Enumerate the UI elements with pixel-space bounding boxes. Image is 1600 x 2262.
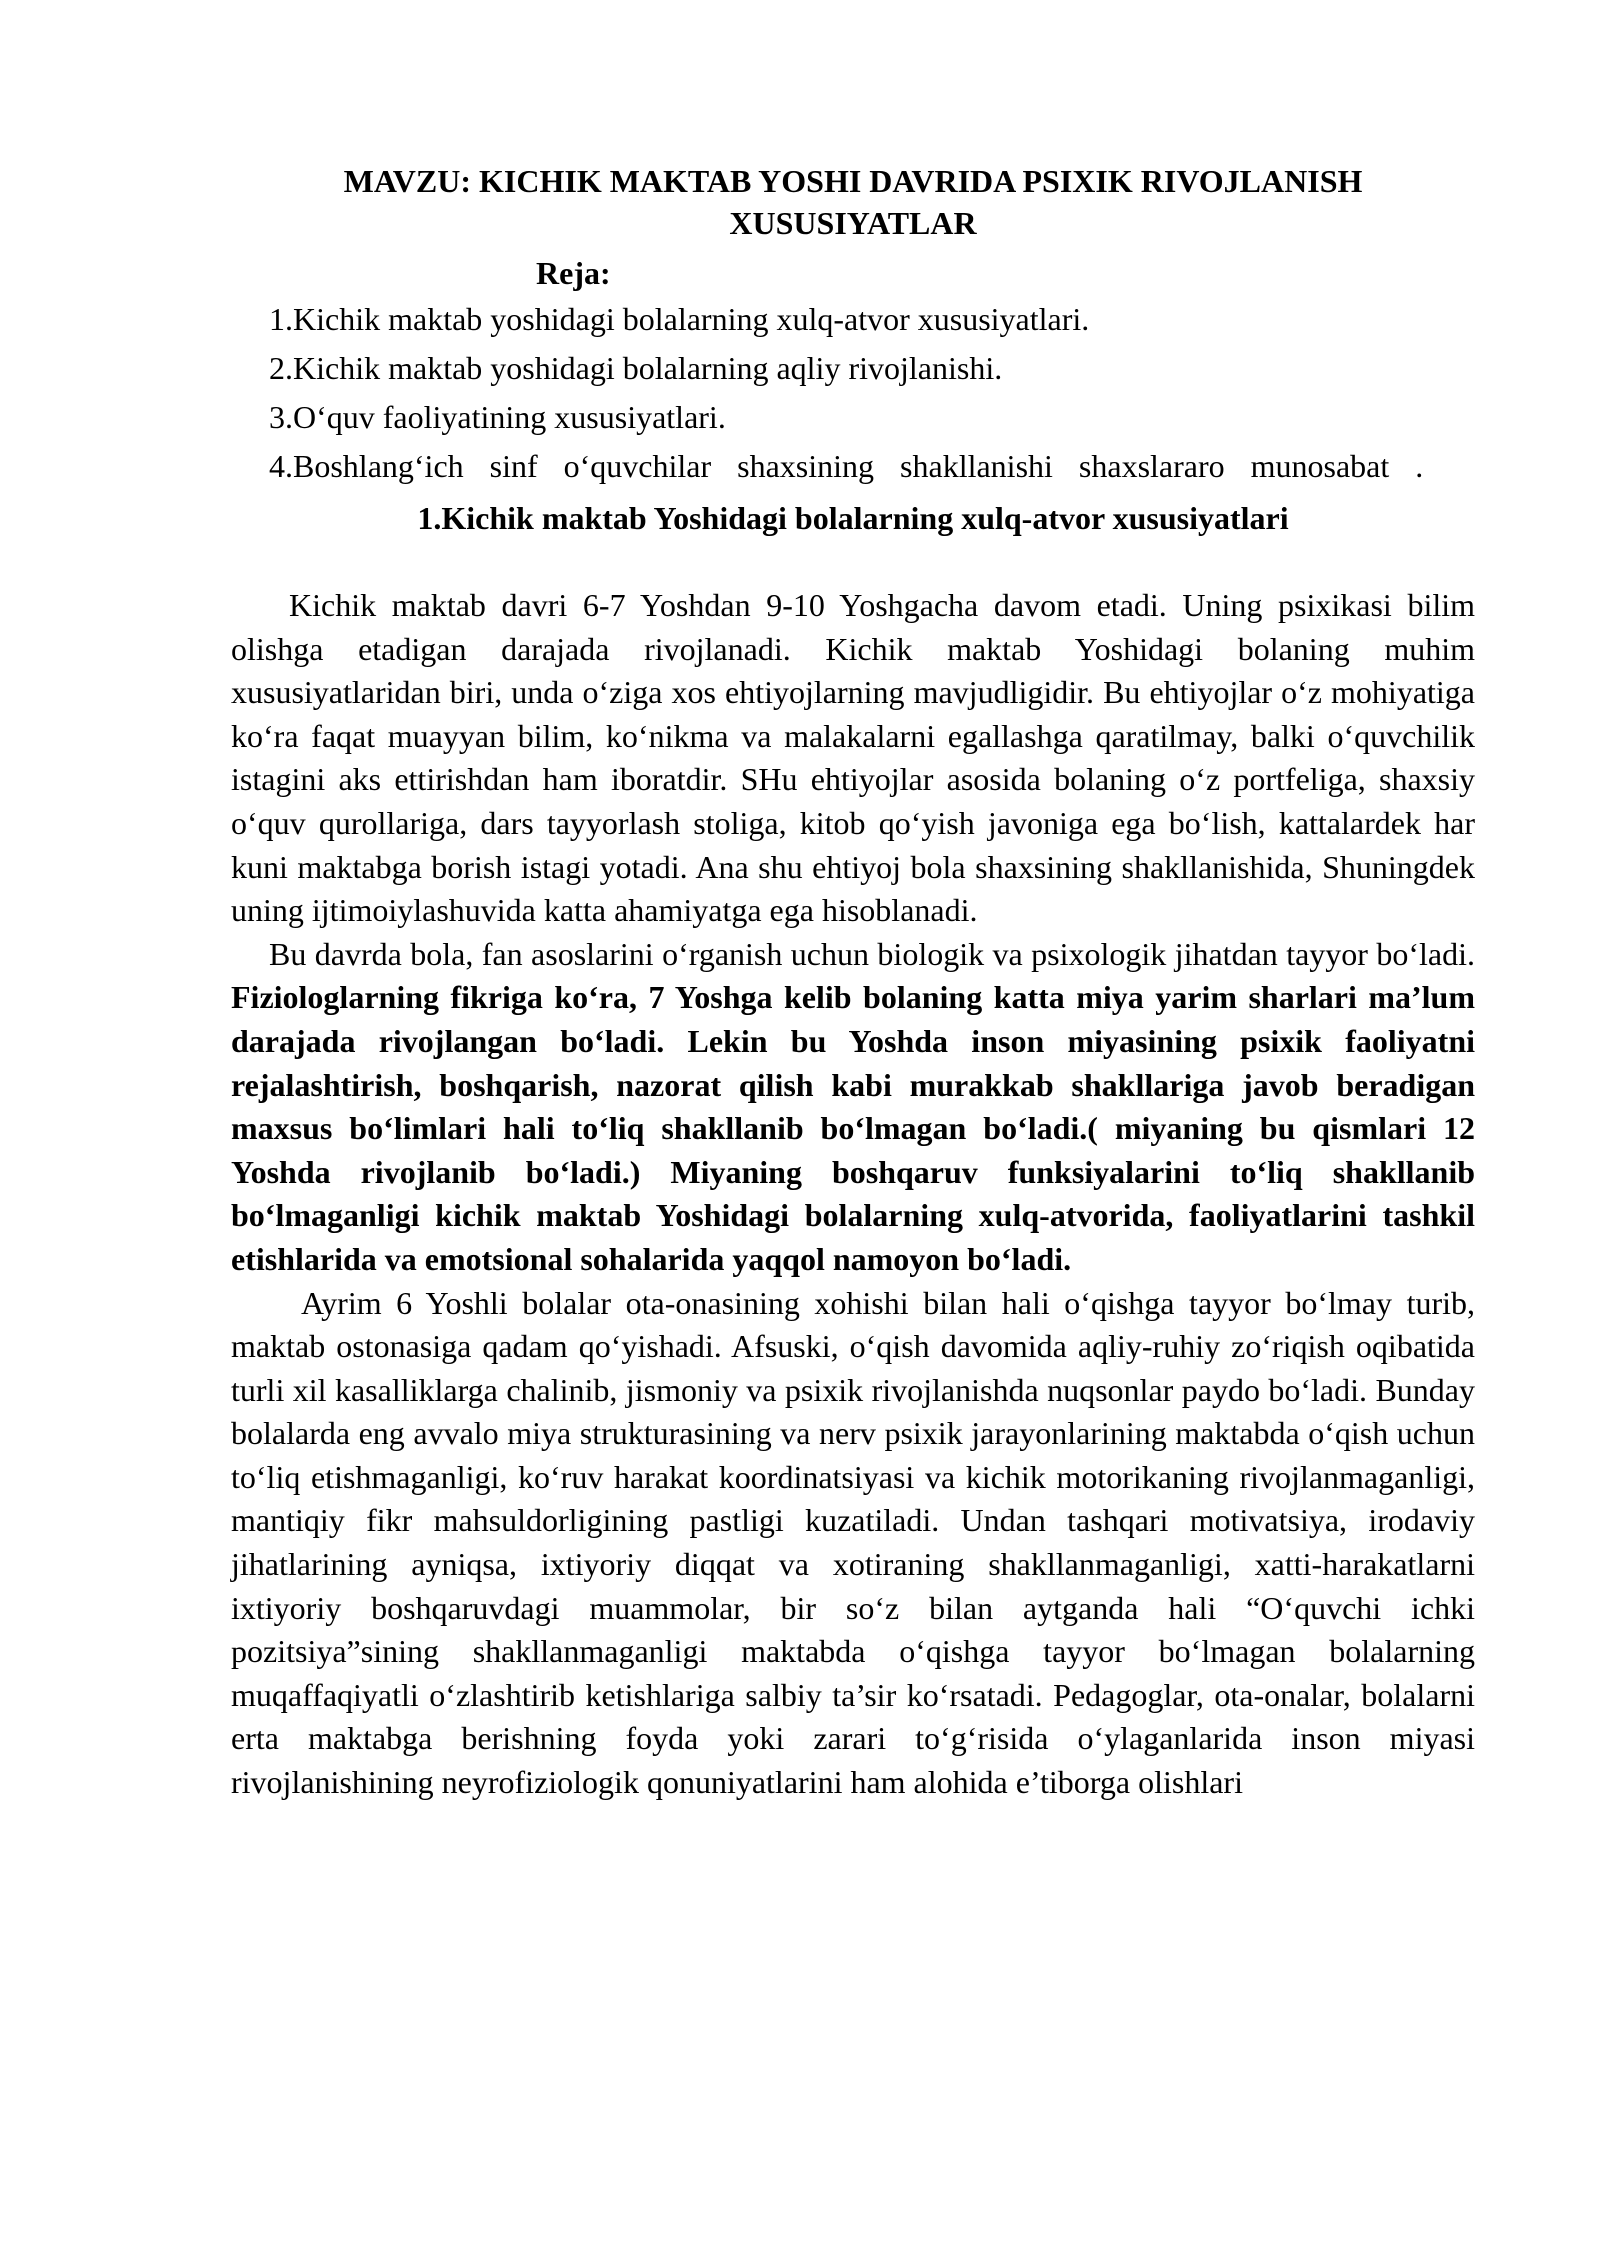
document-title: MAVZU: KICHIK MAKTAB YOSHI DAVRIDA PSIXIK RIVOJLANISH XUSUSIYATLAR <box>343 163 1363 241</box>
paragraph-2-bold: Fiziologlarning fikriga ko‘ra, 7 Yoshga kelib bolaning katta miya yarim sharlari ma’lum darajada rivojlangan bo‘ladi. Lekin bu Yoshda inson miyasining psixik faoliyatni rejalashtirish, boshqarish, nazorat qilish kabi murakkab shakllariga javob beradigan maxsus bo‘limlari hali to‘liq shakllanib bo‘lmagan bo‘ladi.( miyaning bu qismlari 12 Yoshda rivojlanib bo‘ladi.) Miyaning boshqaruv funksiyalarini to‘liq shakllanib bo‘lmaganligi kichik maktab Yoshidagi bolalarning xulq-atvorida, faoliyatlarini tashkil etishlarida va emotsional sohalarida yaqqol namoyon bo‘ladi. <box>231 979 1475 1277</box>
plan-item-1: 1.Kichik maktab yoshidagi bolalarning xulq-atvor xususiyatlari. <box>269 301 1090 337</box>
plan-item-2: 2.Kichik maktab yoshidagi bolalarning aqliy rivojlanishi. <box>269 350 1003 386</box>
paragraph-2 <box>231 933 1475 1282</box>
paragraph-2-normal: Bu davrda bola, fan asoslarini o‘rganish uchun biologik va psixologik jihatdan tayyor bo‘ladi. <box>269 935 1475 972</box>
paragraph-3: Ayrim 6 Yoshli bolalar ota-onasining xohishi bilan hali o‘qishga tayyor bo‘lmay turib, maktab ostonasiga qadam qo‘yishadi. Afsuski, o‘qish davomida aqliy-ruhiy zo‘riqish oqibatida turli xil kasalliklarga chalinib, jismoniy va psixik rivojlanishda nuqsonlar paydo bo‘ladi. Bunday bolalarda eng avvalo miya strukturasining va nerv psixik jarayonlarining maktabda o‘qish uchun to‘liq etishmaganligi, ko‘ruv harakat koordinatsiyasi va kichik motorikaning rivojlanmaganligi, mantiqiy fikr mahsuldorligining pastligi kuzatiladi. Undan tashqari motivatsiya, irodaviy jihatlarining ayniqsa, ixtiyoriy diqqat va xotiraning shakllanmaganligi, xatti-harakatlarni ixtiyoriy boshqaruvdagi muammolar, bir so‘z bilan aytganda hali “O‘quvchi ichki pozitsiya”sining shakllanmaganligi maktabda o‘qishga tayyor bo‘lmagan bolalarning muqaffaqiyatli o‘zlashtirib ketishlariga salbiy ta’sir ko‘rsatadi. Pedagoglar, ota-onalar, bolalarni erta maktabga berishning foyda yoki zarari to‘g‘risida o‘ylaganlarida inson miyasi rivojlanishining neyrofiziologik qonuniyatlarini ham alohida e’tiborga olishlari <box>231 1284 1475 1801</box>
plan-heading: Reja: <box>536 255 611 291</box>
plan-item-3: 3.O‘quv faoliyatining xususiyatlari. <box>269 399 726 435</box>
plan-list <box>231 298 1475 488</box>
section-heading: 1.Kichik maktab Yoshidagi bolalarning xulq-atvor xususiyatlari <box>417 500 1289 536</box>
plan-item-4: 4.Boshlang‘ich sinf o‘quvchilar shaxsining shakllanishi shaxslararo munosabat . <box>269 448 1424 484</box>
paragraph-1: Kichik maktab davri 6-7 Yoshdan 9-10 Yoshgacha davom etadi. Uning psixikasi bilim olishga etadigan darajada rivojlanadi. Kichik maktab Yoshidagi bolaning muhim xususiyatlaridan biri, unda o‘ziga xos ehtiyojlarning mavjudligidir. Bu ehtiyojlar o‘z mohiyatiga ko‘ra faqat muayyan bilim, ko‘nikma va malakalarni egallashga qaratilmay, balki o‘quvchilik istagini aks ettirishdan ham iboratdir. SHu ehtiyojlar asosida bolaning o‘z portfeliga, shaxsiy o‘quv qurollariga, dars tayyorlash stoliga, kitob qo‘yish javoniga ega bo‘lish, kattalardek har kuni maktabga borish istagi yotadi. Ana shu ehtiyoj bola shaxsining shakllanishida, Shuningdek uning ijtimoiylashuvida katta ahamiyatga ega hisoblanadi. <box>231 587 1475 929</box>
document-page <box>231 160 1475 1805</box>
